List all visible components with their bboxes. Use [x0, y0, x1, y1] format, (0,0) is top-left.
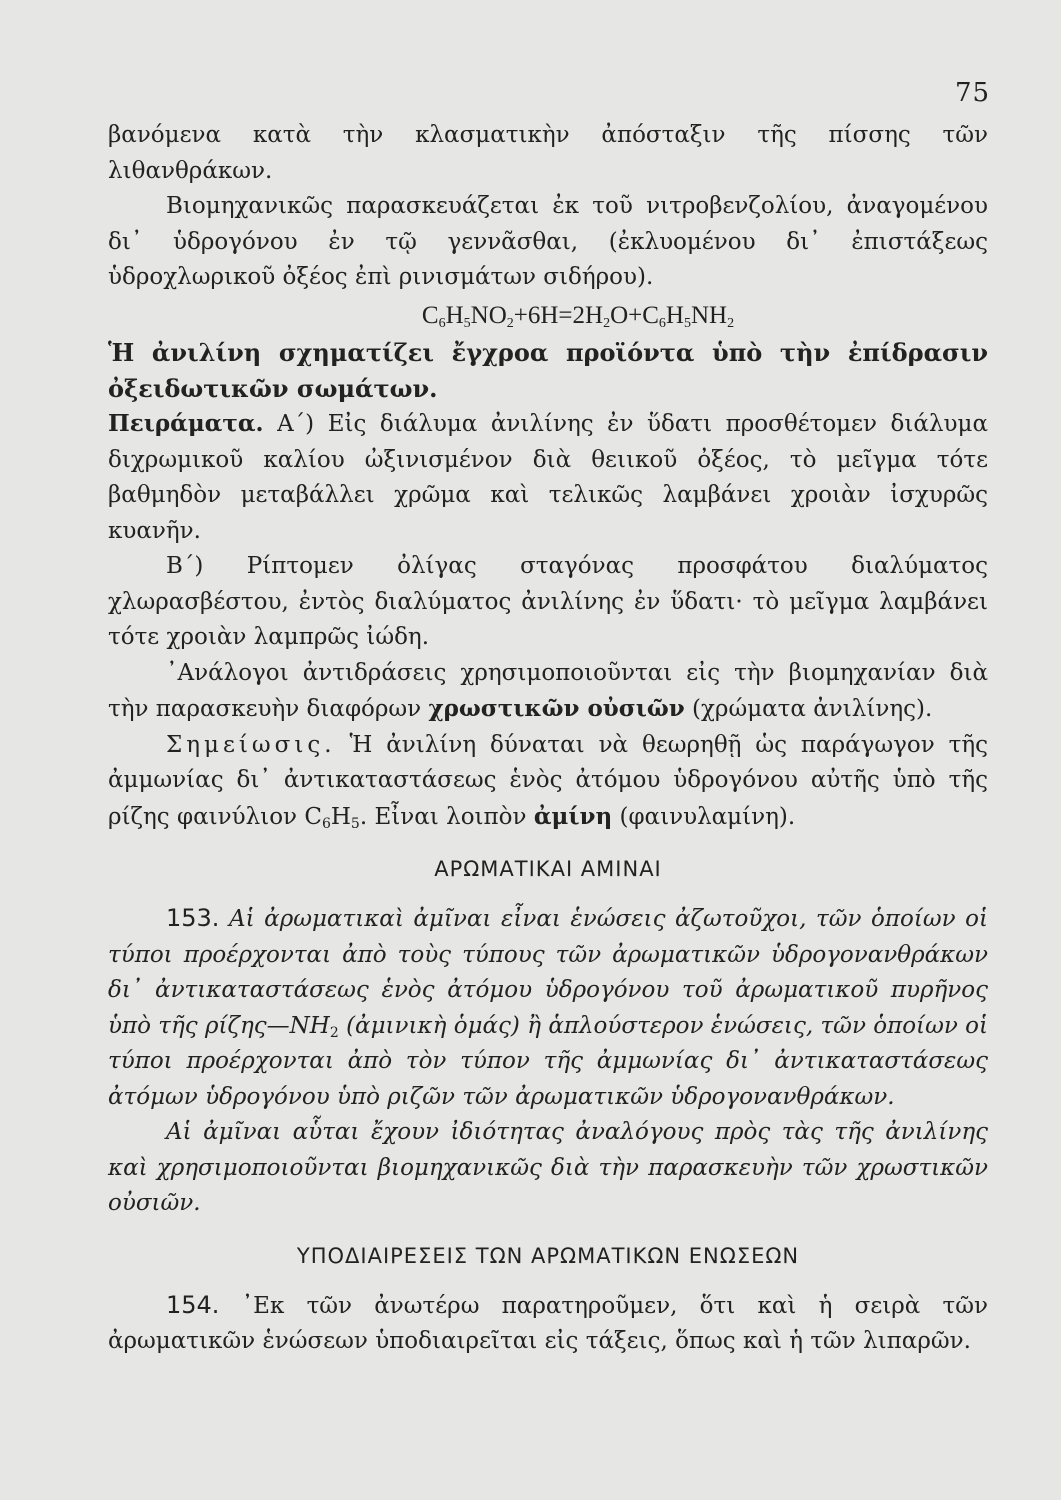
- page-number: 75: [955, 78, 991, 108]
- paragraph-analogous: ᾽Ανάλογοι ἀντιδράσεις χρησιμοποιοῦνται εἰς τὴν βιομηχανίαν διὰ τὴν παρασκευὴν διαφόρων χρωστικῶν οὐσιῶν (χρώματα ἀνιλίνης).: [108, 659, 988, 722]
- paragraph-industrial-prep: Βιομηχανικῶς παρασκευάζεται ἐκ τοῦ νιτροβενζολίου, ἀναγομένου δι᾽ ὑδρογόνου ἐν τῷ γεννᾶσθαι, (ἐκλυομένου δι᾽ ἐπιστάξεως ὑδροχλωρικοῦ ὀξέος ἐπὶ ρινισμάτων σιδήρου).: [108, 193, 988, 290]
- section-number-153: 153.: [166, 904, 220, 932]
- note-label: Σημείωσις.: [166, 731, 336, 758]
- section-number-154: 154.: [166, 1290, 220, 1319]
- section-heading-subdivisions: ΥΠΟΔΙΑΙΡΕΣΕΙΣ ΤΩΝ ΑΡΩΜΑΤΙΚΩΝ ΕΝΩΣΕΩΝ: [296, 1243, 800, 1268]
- paragraph-note: Σημείωσις. Ἡ ἀνιλίνη δύναται νὰ θεωρηθῇ ὡς παράγωγον τῆς ἀμμωνίας δι᾽ ἀντικαταστάσεως ἑνὸς ἀτόμου ὑδρογόνου αὐτῆς ὑπὸ τῆς ρίζης φαινύλιον $C_6H_5$. Εἶναι λοιπὸν ἀμίνη (φαινυλαμίνη).: [108, 731, 988, 832]
- paragraph-153: 153. Αἱ ἀρωματικαὶ ἀμῖναι εἶναι ἑνώσεις ἀζωτοῦχοι, τῶν ὁποίων οἱ τύποι προέρχονται ἀπὸ τοὺς τύπους τῶν ἀρωματικῶν ὑδρογονανθράκων δι᾽ ἀντικαταστάσεως ἑνὸς ἀτόμου ὑδρογόνου τοῦ ἀρωματικοῦ πυρῆνος ὑπὸ τῆς $\rho ί\zeta\eta\varsigma—NH_2$ (ἀμινικὴ ὁμάς) ἢ ἁπλούστερον ἑνώσεις, τῶν ὁποίων οἱ τύποι προέρχονται ἀπὸ τὸν τύπον τῆς ἀμμωνίας δι᾽ ἀντικαταστάσεως ἀτόμων ὑδρογόνου ὑπὸ ριζῶν τῶν ἀρωματικῶν ὑδρογονανθράκων.: [108, 904, 988, 1110]
- paragraph-154: 154. ᾽Εκ τῶν ἀνωτέρω παρατηροῦμεν, ὅτι καὶ ἡ σειρὰ τῶν ἀρωματικῶν ἑνώσεων ὑποδιαιρεῖται εἰς τάξεις, ὅπως καὶ ἡ τῶν λιπαρῶν.: [108, 1290, 988, 1354]
- body-text: [108, 118, 988, 1360]
- paragraph-153-amines: Αἱ ἀμῖναι αὗται ἔχουν ἰδιότητας ἀναλόγους πρὸς τὰς τῆς ἀνιλίνης καὶ χρησιμοποιοῦνται βιομηχανικῶς διὰ τὴν παρασκευὴν τῶν χρωστικῶν οὐσιῶν.: [108, 1119, 988, 1216]
- experiments-label: Πειράματα.: [108, 410, 264, 437]
- section-heading-aromatic-amines: ΑΡΩΜΑΤΙΚΑΙ ΑΜΙΝΑΙ: [434, 857, 662, 881]
- paragraph-oxidation-bold: Ἡ ἀνιλίνη σχηματίζει ἔγχροα προϊόντα ὑπὸ τὴν ἐπίδρασιν ὀξειδωτικῶν σωμάτων.: [108, 338, 988, 403]
- paragraph-continuation: βανόμενα κατὰ τὴν κλασματικὴν ἀπόσταξιν τῆς πίσσης τῶν λιθανθράκων.: [108, 122, 988, 184]
- paragraph-experiments: Πειράματα. Α´) Εἰς διάλυμα ἀνιλίνης ἐν ὕδατι προσθέτομεν διάλυμα διχρωμικοῦ καλίου ὠξινισμένον διὰ θειικοῦ ὀξέος, τὸ μεῖγμα τότε βαθμηδὸν μεταβάλλει χρῶμα καὶ τελικῶς λαμβάνει χροιὰν ἰσχυρῶς κυανῆν.: [108, 410, 988, 544]
- reaction-formula: $C_6H_5NO_2+6H=2H_2O+C_6H_5NH_2$: [421, 301, 735, 331]
- paragraph-experiment-b: Β´) Ρίπτομεν ὀλίγας σταγόνας προσφάτου διαλύματος χλωρασβέστου, ἐντὸς διαλύματος ἀνιλίνης ἐν ὕδατι· τὸ μεῖγμα λαμβάνει τότε χροιὰν λαμπρῶς ἰώδη.: [108, 553, 988, 650]
